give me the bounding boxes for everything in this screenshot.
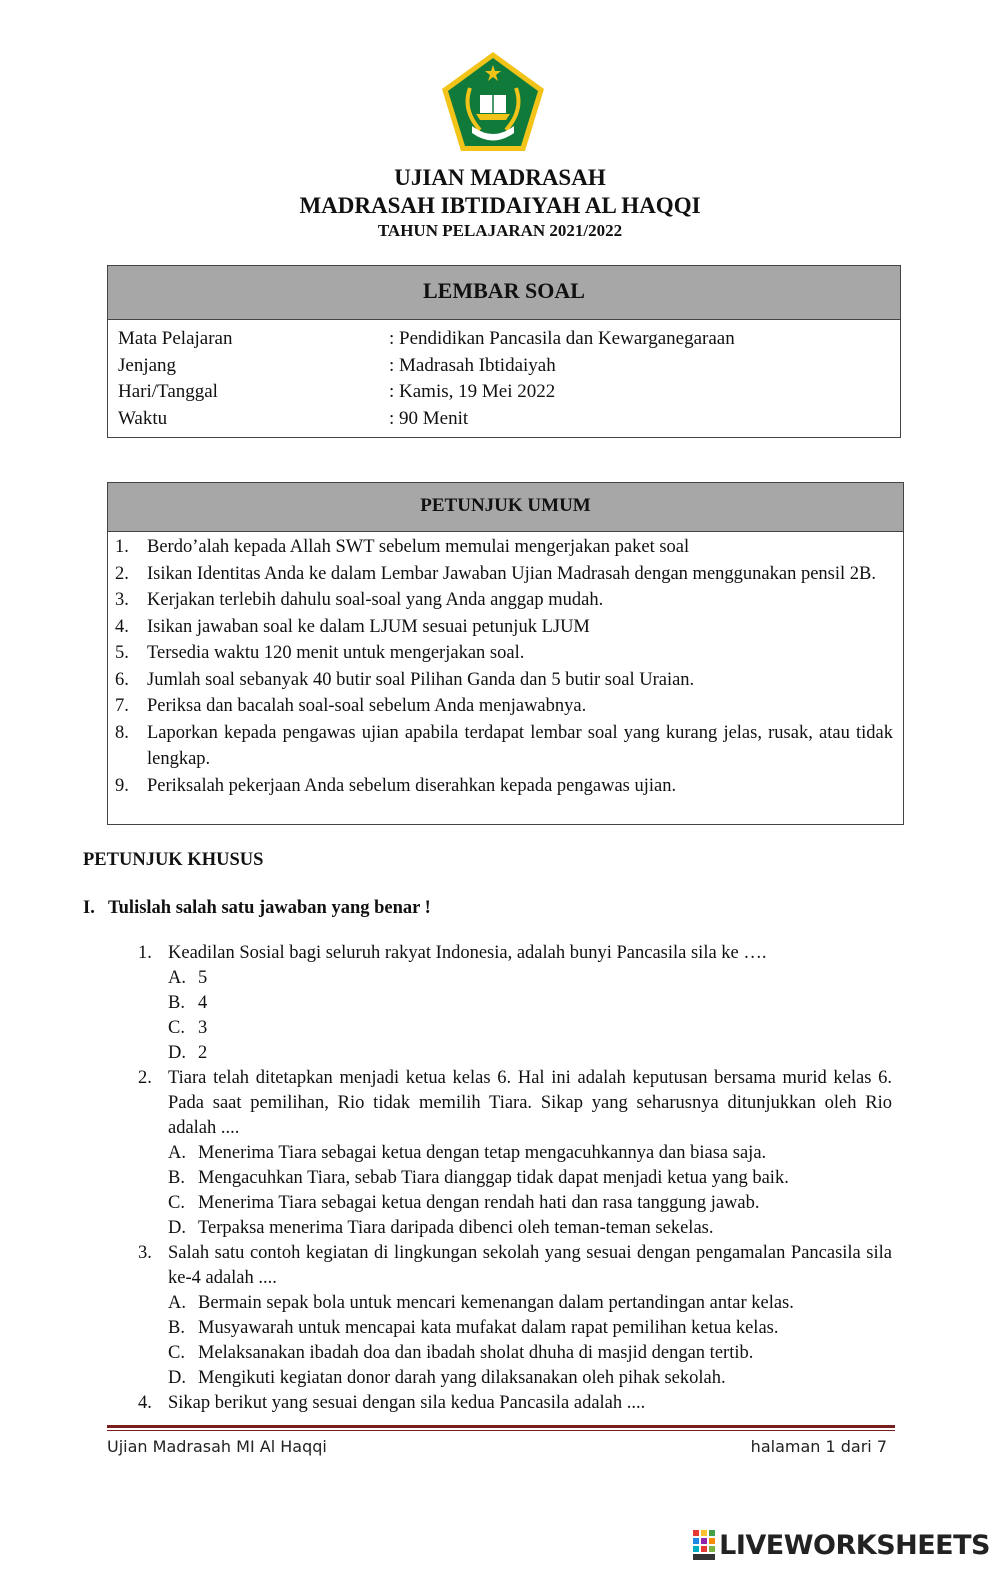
academic-year: TAHUN PELAJARAN 2021/2022 — [377, 221, 623, 240]
answer-option[interactable] — [168, 991, 892, 1016]
option-letter: B. — [168, 1318, 185, 1338]
general-instructions-box — [107, 482, 904, 825]
option-letter: B. — [168, 1168, 185, 1188]
instruction-text: Isikan Identitas Anda ke dalam Lembar Jawaban Ujian Madrasah dengan menggunakan pensil 2B. — [147, 563, 876, 584]
option-letter: A. — [168, 968, 186, 988]
instruction-item — [115, 614, 893, 641]
option-text: Menerima Tiara sebagai ketua dengan rendah hati dan rasa tanggung jawab. — [198, 1193, 760, 1213]
instruction-text: Periksalah pekerjaan Anda sebelum diserahkan kepada pengawas ujian. — [147, 775, 677, 796]
instruction-item — [115, 640, 893, 667]
instruction-item — [115, 693, 893, 720]
question-list — [138, 941, 892, 1416]
instruction-text: Tersedia waktu 120 menit untuk mengerjakan soal. — [147, 643, 525, 663]
answer-option[interactable] — [168, 1191, 892, 1216]
info-row — [118, 355, 900, 382]
instruction-number: 9. — [115, 775, 129, 796]
question-text: Keadilan Sosial bagi seluruh rakyat Indonesia, adalah bunyi Pancasila sila ke …. — [168, 943, 767, 963]
question-item — [138, 1391, 892, 1416]
option-letter: A. — [168, 1143, 186, 1163]
info-label: Hari/Tanggal — [118, 381, 218, 402]
kemenag-emblem-icon — [440, 50, 546, 154]
answer-option[interactable] — [168, 1041, 892, 1066]
option-text: Bermain sepak bola untuk mencari kemenangan dalam pertandingan antar kelas. — [198, 1293, 794, 1313]
option-text: Melaksanakan ibadah doa dan ibadah sholat dhuha di masjid dengan tertib. — [198, 1343, 754, 1363]
instruction-text: Periksa dan bacalah soal-soal sebelum Anda menjawabnya. — [147, 696, 587, 716]
option-text: Mengikuti kegiatan donor darah yang dilaksanakan oleh pihak sekolah. — [198, 1368, 726, 1388]
instruction-number: 4. — [115, 616, 129, 637]
liveworksheets-brand[interactable] — [693, 1528, 990, 1562]
option-text: Mengacuhkan Tiara, sebab Tiara dianggap tidak dapat menjadi ketua yang baik. — [198, 1168, 789, 1188]
option-letter: D. — [168, 1218, 186, 1238]
instruction-number: 3. — [115, 590, 129, 610]
brand-name: LIVEWORKSHEETS — [719, 1529, 990, 1561]
option-text: Terpaksa menerima Tiara daripada dibenci oleh teman-teman sekelas. — [198, 1218, 714, 1238]
special-instructions-title: PETUNJUK KHUSUS — [83, 850, 264, 870]
option-text: 2 — [198, 1043, 208, 1063]
footer-title: Ujian Madrasah MI Al Haqqi — [107, 1437, 327, 1456]
instruction-text: Kerjakan terlebih dahulu soal-soal yang Anda anggap mudah. — [147, 590, 604, 610]
answer-option[interactable] — [168, 966, 892, 991]
info-label: Waktu — [118, 407, 168, 429]
exam-title: UJIAN MADRASAH — [394, 165, 606, 190]
option-letter: B. — [168, 993, 185, 1013]
instruction-item — [115, 773, 893, 800]
info-value: : Pendidikan Pancasila dan Kewarganegaraan — [389, 328, 735, 349]
question-number: 3. — [138, 1243, 152, 1263]
option-text: Menerima Tiara sebagai ketua dengan tetap mengacuhkannya dan biasa saja. — [198, 1143, 767, 1163]
info-value: : 90 Menit — [389, 407, 469, 429]
footer-rule — [107, 1425, 895, 1428]
school-name: MADRASAH IBTIDAIYAH AL HAQQI — [299, 193, 701, 218]
info-row — [118, 381, 900, 408]
question-item — [138, 1066, 892, 1241]
answer-option[interactable] — [168, 1216, 892, 1241]
answer-option[interactable] — [168, 1291, 892, 1316]
page-number: halaman 1 dari 7 — [750, 1437, 887, 1456]
instruction-number: 2. — [115, 563, 129, 584]
instruction-text: Isikan jawaban soal ke dalam LJUM sesuai petunjuk LJUM — [147, 616, 590, 637]
answer-option[interactable] — [168, 1166, 892, 1191]
instruction-text: Berdo’alah kepada Allah SWT sebelum memulai mengerjakan paket soal — [147, 537, 690, 557]
info-label: Mata Pelajaran — [118, 328, 233, 349]
section-text: Tulislah salah satu jawaban yang benar ! — [108, 898, 431, 918]
general-instructions-title: PETUNJUK UMUM — [108, 483, 903, 532]
instruction-item — [115, 667, 893, 694]
info-row — [118, 328, 900, 355]
question-item — [138, 1241, 892, 1391]
instruction-item — [115, 534, 893, 561]
exam-info-box — [107, 265, 901, 438]
section-number: I. — [83, 898, 95, 918]
option-text: 5 — [198, 968, 208, 988]
answer-option[interactable] — [168, 1016, 892, 1041]
instruction-item — [115, 720, 893, 773]
instruction-number: 7. — [115, 696, 129, 716]
info-value: : Madrasah Ibtidaiyah — [389, 354, 556, 376]
instruction-text: Jumlah soal sebanyak 40 butir soal Pilihan Ganda dan 5 butir soal Uraian. — [147, 669, 695, 690]
info-label: Jenjang — [118, 354, 177, 376]
instruction-number: 8. — [115, 722, 129, 743]
general-instructions-list — [108, 532, 903, 799]
option-text: Musyawarah untuk mencapai kata mufakat dalam rapat pemilihan ketua kelas. — [198, 1318, 779, 1338]
option-letter: D. — [168, 1043, 186, 1063]
instruction-number: 6. — [115, 669, 129, 690]
answer-option[interactable] — [168, 1341, 892, 1366]
footer-rule-thin — [107, 1430, 895, 1431]
question-text: Tiara telah ditetapkan menjadi ketua kelas 6. Hal ini adalah keputusan bersama murid kelas 6. Pada saat pemilihan, Rio tidak memilih Tiara. Sikap yang seharusnya ditunjukkan oleh Rio adalah .... — [168, 1068, 892, 1138]
question-number: 2. — [138, 1068, 152, 1088]
question-text: Sikap berikut yang sesuai dengan sila kedua Pancasila adalah .... — [168, 1393, 646, 1413]
liveworksheets-logo-icon — [693, 1530, 715, 1560]
info-value: : Kamis, 19 Mei 2022 — [389, 381, 556, 402]
instruction-text: Laporkan kepada pengawas ujian apabila terdapat lembar soal yang kurang jelas, rusak, atau tidak lengkap. — [147, 722, 893, 769]
option-letter: A. — [168, 1293, 186, 1313]
option-letter: D. — [168, 1368, 186, 1388]
question-item — [138, 941, 892, 1066]
option-letter: C. — [168, 1193, 185, 1213]
question-text: Salah satu contoh kegiatan di lingkungan sekolah yang sesuai dengan pengamalan Pancasila sila ke-4 adalah .... — [168, 1243, 892, 1288]
option-text: 4 — [198, 993, 208, 1013]
answer-option[interactable] — [168, 1316, 892, 1341]
exam-info-title: LEMBAR SOAL — [108, 266, 900, 320]
question-number: 4. — [138, 1393, 152, 1413]
option-letter: C. — [168, 1343, 185, 1363]
instruction-number: 5. — [115, 643, 129, 663]
section-heading — [83, 898, 431, 919]
answer-option[interactable] — [168, 1141, 892, 1166]
question-number: 1. — [138, 943, 152, 963]
instruction-number: 1. — [115, 537, 129, 557]
option-letter: C. — [168, 1018, 185, 1038]
option-text: 3 — [198, 1018, 208, 1038]
instruction-item — [115, 561, 893, 588]
info-row — [118, 408, 900, 435]
instruction-item — [115, 587, 893, 614]
answer-option[interactable] — [168, 1366, 892, 1391]
